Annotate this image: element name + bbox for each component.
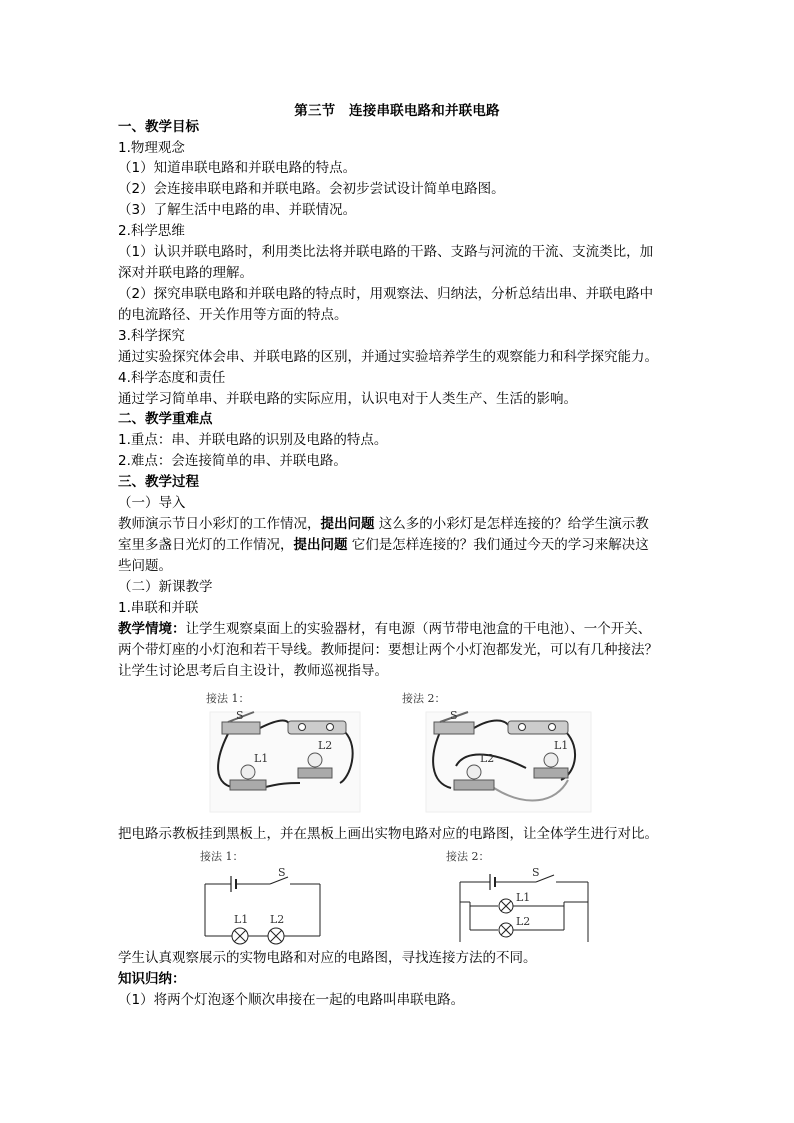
switch-label: S: [236, 709, 244, 722]
goal-attitude: 4.科学态度和责任: [118, 370, 226, 386]
photo-label: 接法 1：: [206, 692, 250, 705]
section-title: 第三节 连接串联电路和并联电路: [294, 103, 500, 119]
intro-paragraph: 室里多盏日光灯的工作情况，提出问题 它们是怎样连接的？我们通过今天的学习来解决这: [118, 537, 649, 553]
part-introduction: （一）导入: [118, 495, 186, 511]
situation-paragraph: 教学情境：让学生观察桌面上的实验器材，有电源（两节带电池盒的干电池）、一个开关、: [118, 621, 652, 637]
summary-label: 知识归纳：: [118, 971, 186, 987]
goal-text: （2）探究串联电路和并联电路的特点时，用观察法、归纳法，分析总结出串、并联电路中: [118, 286, 654, 302]
goal-physics-concept: 1.物理观念: [118, 140, 185, 156]
goal-text: （1）知道串联电路和并联电路的特点。: [118, 160, 357, 176]
goal-text: 的电流路径、开关作用等方面的特点。: [118, 307, 348, 323]
diagram-label: 接法 2：: [446, 850, 490, 863]
key-point: 1.重点：串、并联电路的识别及电路的特点。: [118, 432, 388, 448]
photo-connection-1: [200, 688, 370, 813]
part-new-lesson: （二）新课教学: [118, 579, 213, 595]
after-photos-paragraph: 把电路示教板挂到黑板上，并在黑板上画出实物电路对应的电路图，让全体学生进行对比。: [118, 826, 658, 842]
intro-paragraph: 些问题。: [118, 558, 172, 574]
goal-scientific-thinking: 2.科学思维: [118, 223, 185, 239]
lamp-label: L1: [254, 752, 269, 765]
lamp-label: L1: [234, 913, 249, 926]
goal-text: （3）了解生活中电路的串、并联情况。: [118, 202, 357, 218]
goal-text: 通过实验探究体会串、并联电路的区别，并通过实验培养学生的观察能力和科学探究能力。: [118, 349, 658, 365]
photo-label: 接法 2：: [402, 692, 446, 705]
heading-teaching-goals: 一、教学目标: [118, 119, 199, 135]
lamp-label: L2: [270, 913, 285, 926]
lamp-label: L2: [318, 739, 333, 752]
switch-label: S: [450, 709, 458, 722]
diagram-label: 接法 1：: [200, 850, 244, 863]
summary-text: （1）将两个灯泡逐个顺次串接在一起的电路叫串联电路。: [118, 992, 465, 1008]
situation-paragraph: 让学生讨论思考后自主设计，教师巡视指导。: [118, 663, 388, 679]
goal-text: （2）会连接串联电路和并联电路。会初步尝试设计简单电路图。: [118, 181, 505, 197]
lamp-label: L1: [554, 739, 569, 752]
goal-text: 通过学习简单串、并联电路的实际应用，认识电对于人类生产、生活的影响。: [118, 391, 577, 407]
goal-text: 深对并联电路的理解。: [118, 265, 253, 281]
circuit-diagram-parallel: [440, 846, 595, 946]
switch-label: S: [278, 866, 286, 879]
lamp-label: L1: [516, 891, 531, 904]
goal-text: （1）认识并联电路时，利用类比法将并联电路的干路、支路与河流的干流、支流类比，加: [118, 244, 654, 260]
heading-key-points: 二、教学重难点: [118, 411, 213, 427]
subsection-series-parallel: 1.串联和并联: [118, 600, 199, 616]
heading-teaching-process: 三、教学过程: [118, 474, 199, 490]
intro-paragraph: 教师演示节日小彩灯的工作情况，提出问题 这么多的小彩灯是怎样连接的？给学生演示教: [118, 516, 649, 532]
lamp-label: L2: [516, 915, 531, 928]
goal-scientific-inquiry: 3.科学探究: [118, 328, 185, 344]
difficult-point: 2.难点：会连接简单的串、并联电路。: [118, 453, 347, 469]
switch-label: S: [532, 866, 540, 879]
lamp-label: L2: [480, 752, 495, 765]
observe-paragraph: 学生认真观察展示的实物电路和对应的电路图，寻找连接方法的不同。: [118, 950, 537, 966]
situation-paragraph: 两个带灯座的小灯泡和若干导线。教师提问：要想让两个小灯泡都发光，可以有几种接法？: [118, 642, 658, 658]
circuit-diagram-series: [198, 846, 328, 946]
photo-connection-2: [396, 688, 596, 813]
